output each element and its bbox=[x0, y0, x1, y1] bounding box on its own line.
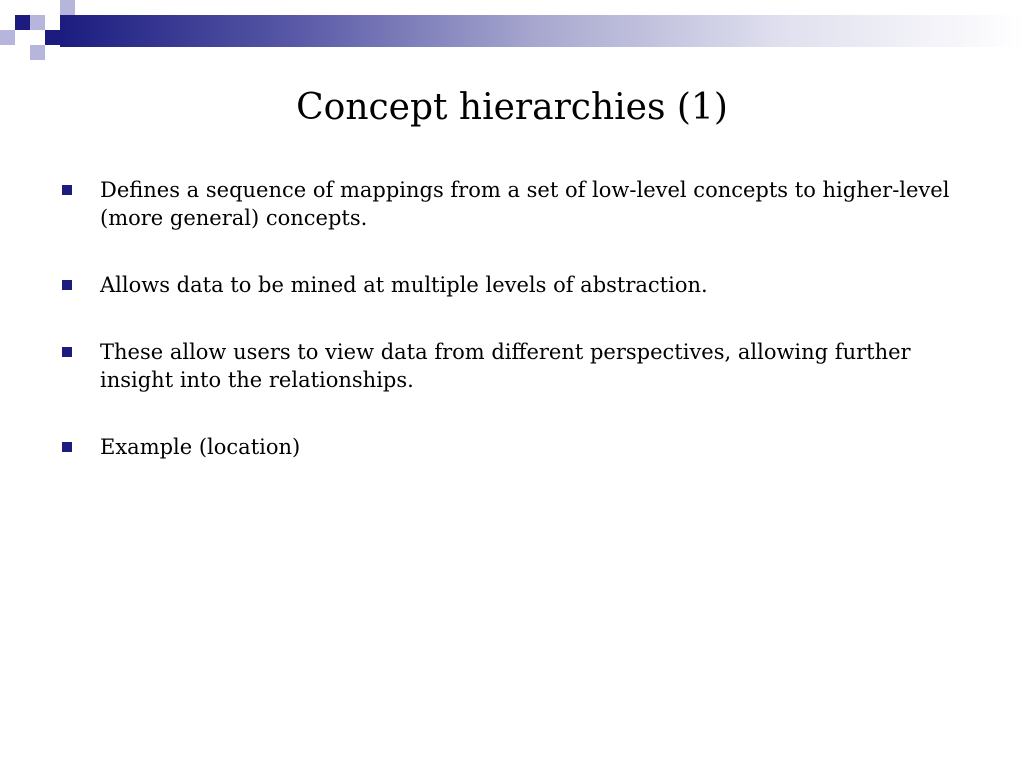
list-item bbox=[62, 176, 962, 232]
header-square-icon bbox=[0, 30, 15, 45]
header-square-icon bbox=[30, 15, 45, 30]
header-square-icon bbox=[45, 30, 60, 45]
list-item bbox=[62, 433, 962, 461]
bullet-text: These allow users to view data from different perspectives, allowing further insight into the relationships. bbox=[100, 340, 911, 392]
square-bullet-icon bbox=[62, 347, 72, 357]
header-gradient-bar bbox=[60, 15, 1024, 47]
bullet-text: Example (location) bbox=[100, 435, 301, 459]
square-bullet-icon bbox=[62, 185, 72, 195]
slide-title: Concept hierarchies (1) bbox=[296, 87, 728, 128]
header-square-icon bbox=[15, 15, 30, 30]
header-square-icon bbox=[30, 45, 45, 60]
square-bullet-icon bbox=[62, 442, 72, 452]
bullet-list bbox=[62, 176, 962, 500]
square-bullet-icon bbox=[62, 280, 72, 290]
bullet-text: Allows data to be mined at multiple levels of abstraction. bbox=[100, 273, 708, 297]
bullet-text: Defines a sequence of mappings from a set of low-level concepts to higher-level (more general) concepts. bbox=[100, 178, 950, 230]
header-square-icon bbox=[60, 0, 75, 15]
list-item bbox=[62, 271, 962, 299]
header-square-icon bbox=[45, 15, 60, 30]
list-item bbox=[62, 338, 962, 394]
